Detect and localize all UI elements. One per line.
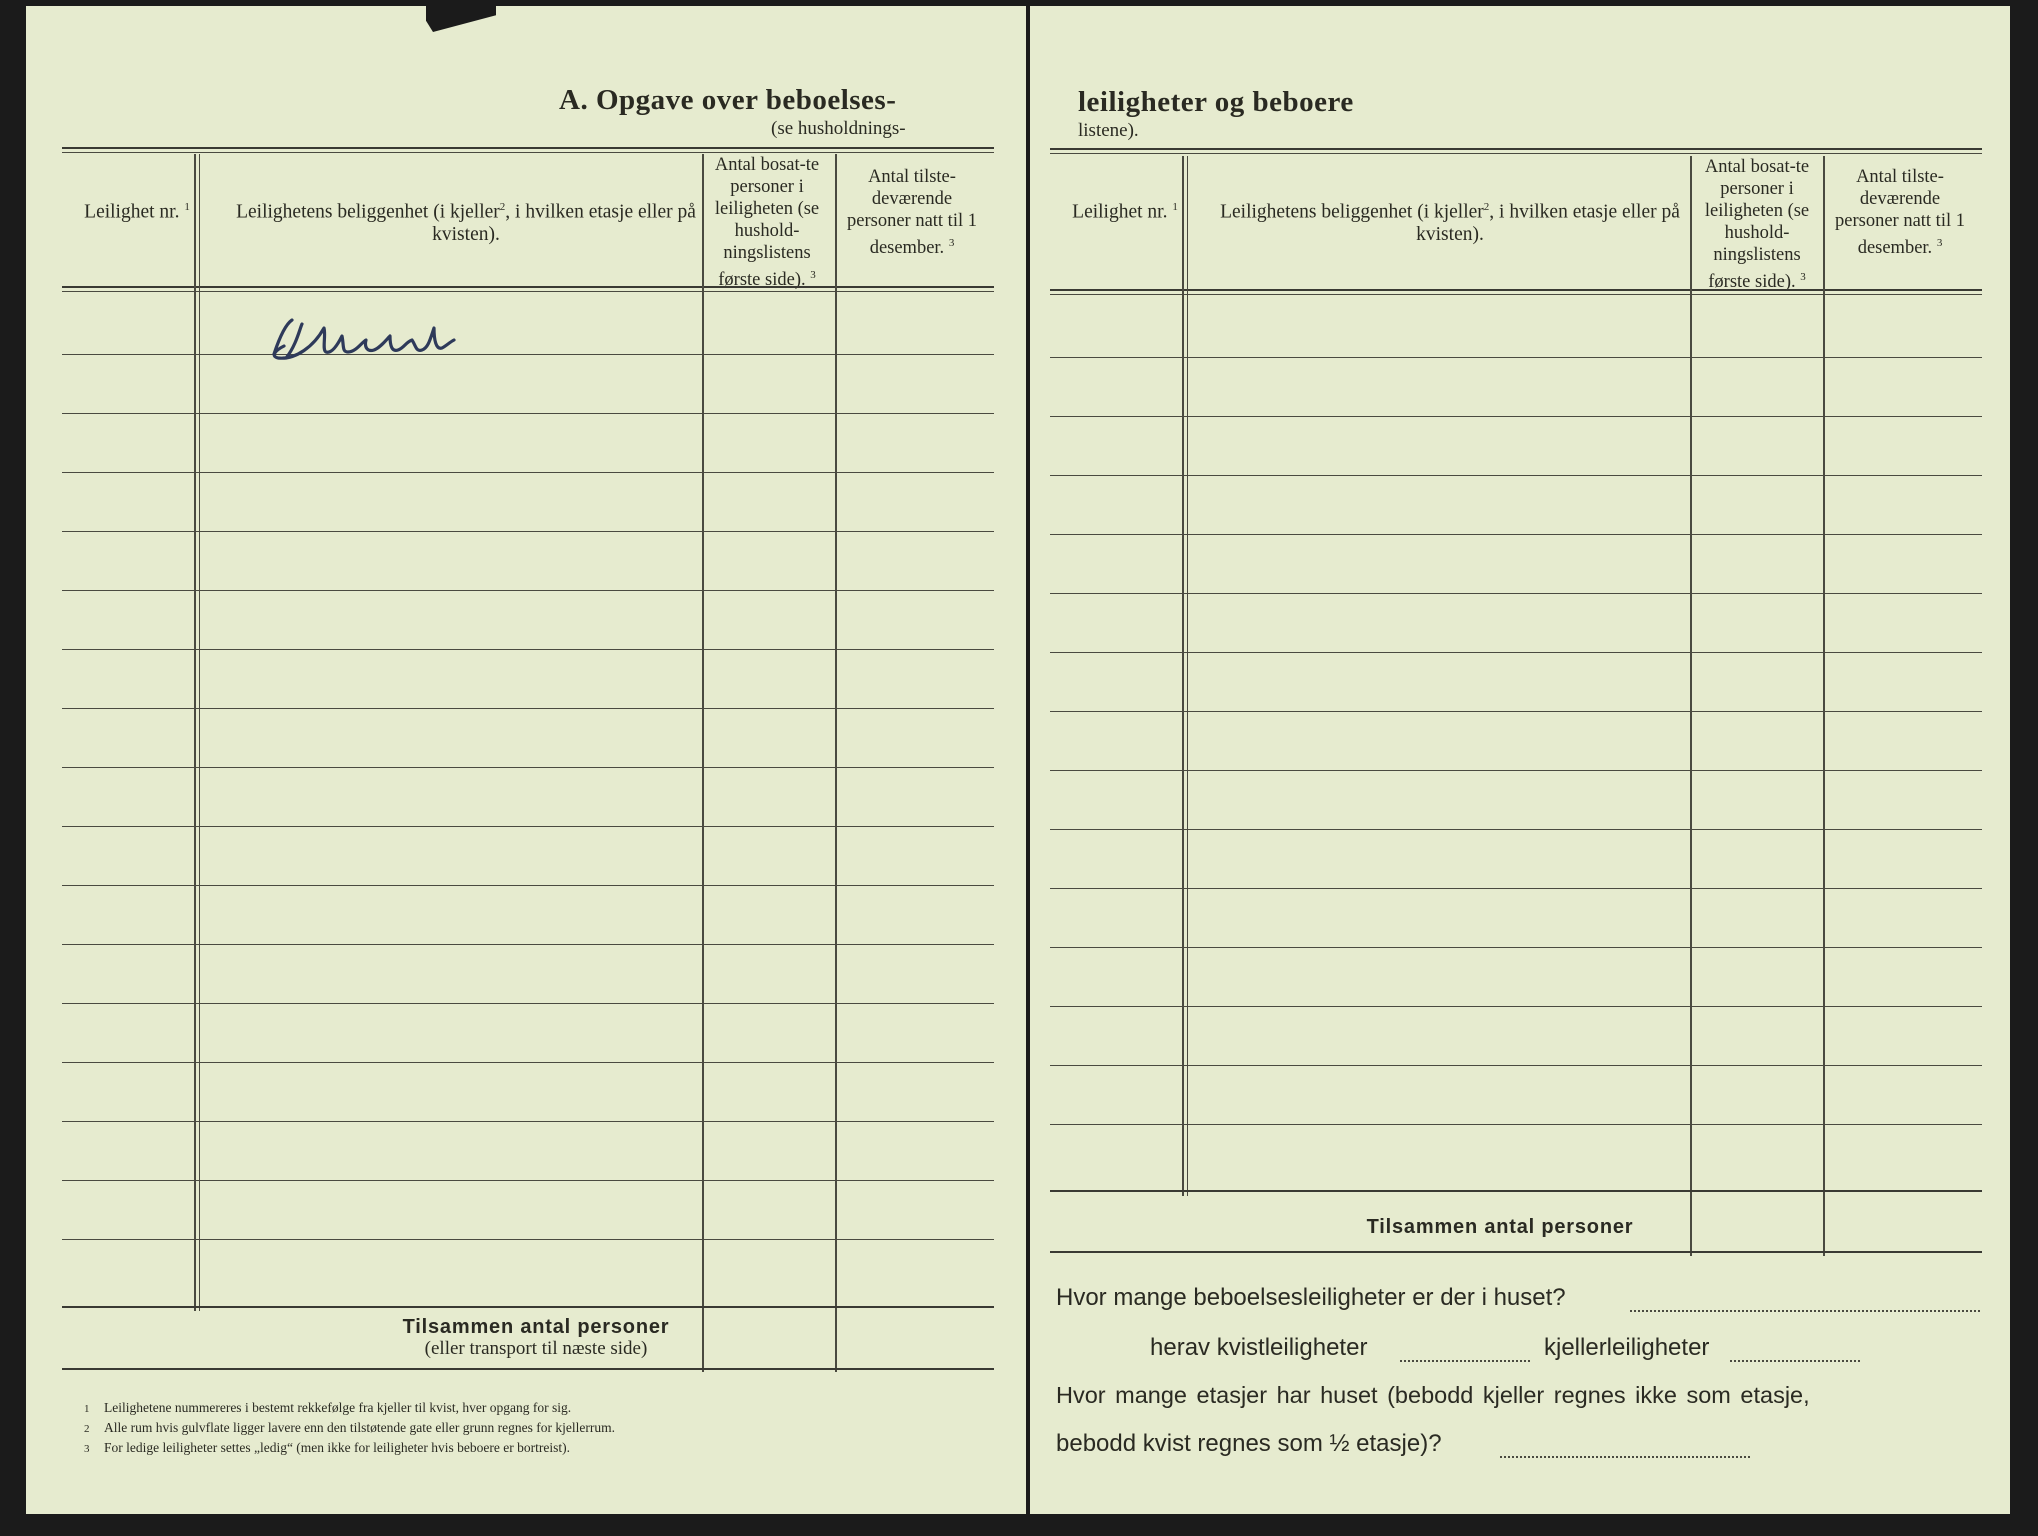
form-title-left: A. Opgave over beboelses-	[559, 84, 897, 116]
table-top-rule	[1050, 148, 1982, 150]
row-line	[62, 1239, 994, 1240]
col-divider-3	[835, 154, 837, 1372]
col-header-present: Antal tilste-deværende personer natt til 1 desember. $^3$	[1835, 167, 1965, 259]
form-title-right: leiligheter og beboere	[1078, 86, 1354, 118]
col-divider-1	[194, 154, 196, 1311]
total-top-rule	[1050, 1190, 1982, 1192]
header-bottom-rule	[62, 286, 994, 288]
col-header-residents: Antal bosat-te personer i leiligheten (se hushold-ningslistens første side). $^3$	[714, 155, 820, 291]
form-subtitle-right: listene).	[1078, 120, 1139, 141]
row-line	[62, 472, 994, 473]
row-line	[62, 531, 994, 532]
row-line	[1050, 593, 1982, 594]
footnote-3: 3 For ledige leiligheter settes „ledig“ (men ikke for leiligheter hvis beboere er bortreist).	[84, 1440, 570, 1455]
col-divider-1b	[199, 154, 200, 1311]
total-label: Tilsammen antal personer	[1366, 1216, 1634, 1238]
answer-apartment-count[interactable]	[1630, 1310, 1980, 1312]
table-top-rule-2	[1050, 153, 1982, 154]
question-basement-apartments: kjellerleiligheter	[1544, 1334, 1710, 1361]
table-top-rule-2	[62, 152, 994, 153]
question-attic-apartments: herav kvistleiligheter	[1150, 1334, 1368, 1361]
row-line	[1050, 357, 1982, 358]
row-line	[62, 354, 994, 355]
col-divider-3	[1823, 156, 1825, 1256]
col-divider-1	[1182, 156, 1184, 1196]
row-line	[1050, 829, 1982, 830]
col-header-location: Leilighetens beliggenhet (i kjeller$^2$, i hvilken etasje eller på kvisten).	[236, 201, 696, 245]
row-line	[62, 767, 994, 768]
header-bottom-rule-2	[1050, 294, 1982, 295]
row-line	[1050, 947, 1982, 948]
row-line	[62, 1121, 994, 1122]
col-header-present: Antal tilste-deværende personer natt til 1 desember. $^3$	[847, 167, 977, 259]
col-divider-2	[1690, 156, 1692, 1256]
col-header-apartment-nr: Leilighet nr. $^1$	[84, 201, 190, 223]
question-floors-line2: bebodd kvist regnes som ½ etasje)?	[1056, 1430, 1442, 1457]
col-header-residents: Antal bosat-te personer i leiligheten (se hushold-ningslistens første side). $^3$	[1704, 157, 1810, 293]
row-line	[62, 1062, 994, 1063]
footnote-2: 2 Alle rum hvis gulvflate ligger lavere enn den tilstøtende gate eller grunn regnes for kjellerrum.	[84, 1420, 615, 1435]
question-floors-line1: Hvor mange etasjer har huset (bebodd kjeller regnes ikke som etasje,	[1056, 1382, 1810, 1408]
row-line	[62, 649, 994, 650]
row-line	[1050, 711, 1982, 712]
row-line	[62, 826, 994, 827]
row-line	[62, 708, 994, 709]
form-subtitle-left: (se husholdnings-	[771, 118, 906, 139]
row-line	[62, 413, 994, 414]
total-label: Tilsammen antal personer (eller transport til næste side)	[402, 1316, 670, 1359]
total-bottom-rule	[1050, 1251, 1982, 1253]
col-header-apartment-nr: Leilighet nr. $^1$	[1072, 201, 1178, 223]
row-line	[1050, 416, 1982, 417]
footnote-1: 1 Leilighetene nummereres i bestemt rekkefølge fra kjeller til kvist, hver opgang for sig.	[84, 1400, 572, 1415]
row-line	[1050, 652, 1982, 653]
answer-attic-apartments[interactable]	[1400, 1360, 1530, 1362]
col-divider-2	[702, 154, 704, 1372]
row-line	[1050, 1006, 1982, 1007]
row-line	[1050, 534, 1982, 535]
torn-notch	[426, 4, 496, 32]
total-top-rule	[62, 1306, 994, 1308]
row-line	[1050, 770, 1982, 771]
col-header-location: Leilighetens beliggenhet (i kjeller$^2$, i hvilken etasje eller på kvisten).	[1220, 201, 1680, 245]
row-line	[1050, 1065, 1982, 1066]
right-page	[1030, 6, 2010, 1514]
row-line	[1050, 475, 1982, 476]
table-top-rule	[62, 147, 994, 149]
left-page	[26, 6, 1026, 1514]
row-line	[62, 1180, 994, 1181]
answer-basement-apartments[interactable]	[1730, 1360, 1860, 1362]
row-line	[62, 885, 994, 886]
row-line	[1050, 888, 1982, 889]
row-line	[62, 590, 994, 591]
row-line	[62, 944, 994, 945]
total-bottom-rule	[62, 1368, 994, 1370]
answer-floors[interactable]	[1500, 1456, 1750, 1458]
handwritten-entry	[266, 306, 466, 376]
col-divider-1b	[1187, 156, 1188, 1196]
header-bottom-rule-2	[62, 291, 994, 292]
question-apartment-count: Hvor mange beboelsesleiligheter er der i huset?	[1056, 1284, 1566, 1311]
header-bottom-rule	[1050, 289, 1982, 291]
row-line	[62, 1003, 994, 1004]
row-line	[1050, 1124, 1982, 1125]
